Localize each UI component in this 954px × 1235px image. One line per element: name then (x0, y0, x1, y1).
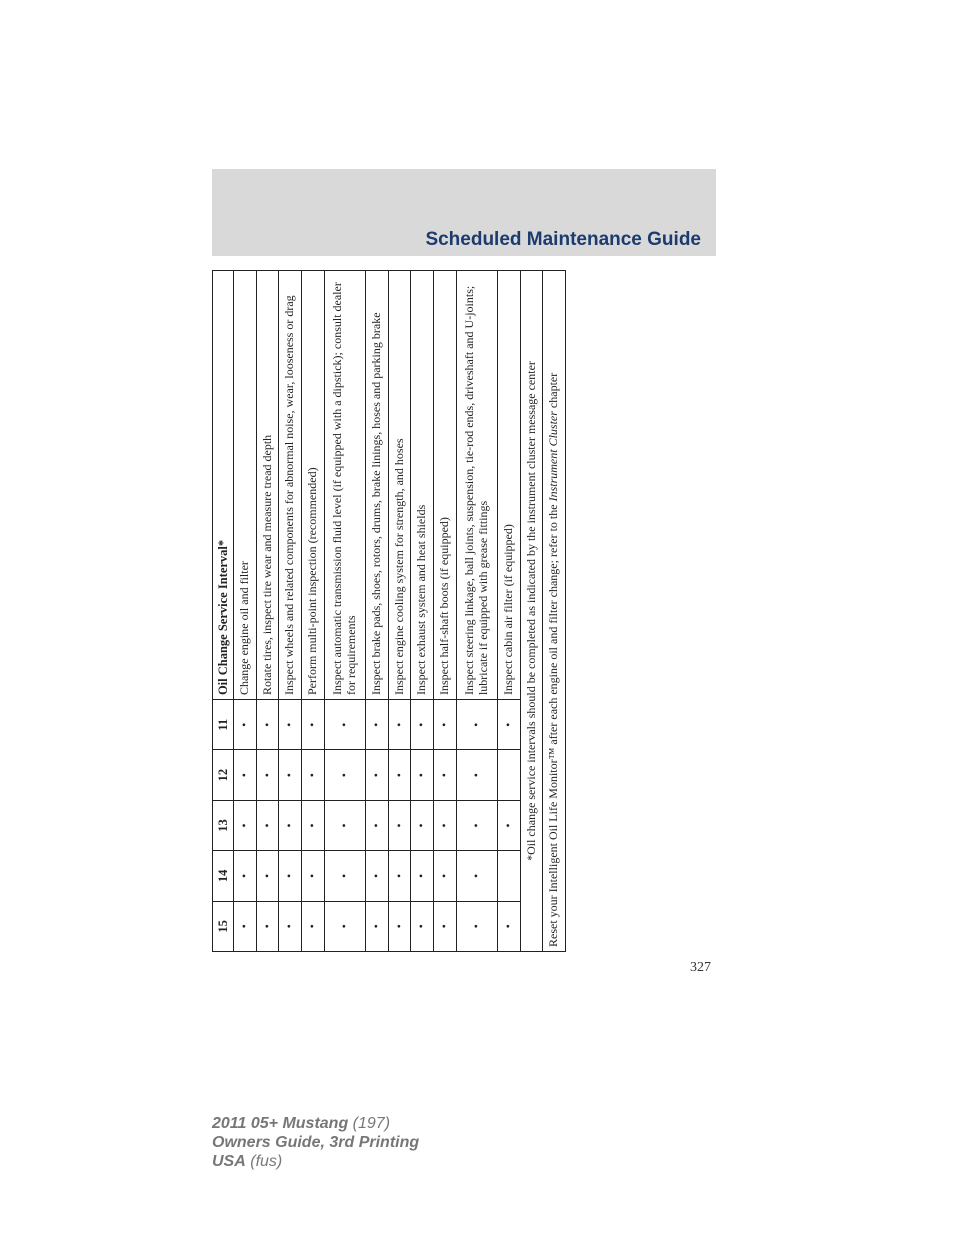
footer-line-1: 2011 05+ Mustang (197) (212, 1115, 391, 1132)
table-row (388, 271, 411, 952)
interval-mark: • (324, 700, 365, 750)
service-item-label: Inspect brake pads, shoes, rotors, drums, brake linings, hoses and parking brake (365, 271, 388, 700)
table-row (434, 271, 457, 952)
interval-mark: • (411, 700, 434, 750)
interval-header: 14 (213, 851, 234, 901)
maintenance-schedule-table (212, 270, 566, 952)
interval-mark: • (256, 901, 279, 951)
service-item-label: Perform multi-point inspection (recommended) (302, 271, 325, 700)
interval-mark: • (302, 851, 325, 901)
footer-line-2: Owners Guide, 3rd Printing (212, 1134, 420, 1151)
interval-mark: • (279, 700, 302, 750)
interval-mark: • (302, 700, 325, 750)
reset-note-suffix: chapter (546, 372, 561, 409)
reset-note-row (543, 271, 566, 952)
interval-mark: • (234, 901, 257, 951)
service-item-label: Change engine oil and filter (234, 271, 257, 700)
interval-mark: • (434, 901, 457, 951)
interval-mark: • (497, 700, 520, 750)
service-item-label: Inspect exhaust system and heat shields (411, 271, 434, 700)
interval-mark: • (302, 901, 325, 951)
interval-mark: • (256, 800, 279, 850)
interval-mark: • (434, 800, 457, 850)
table-header-row (213, 271, 234, 952)
interval-mark: • (497, 800, 520, 850)
reset-note-chapter: Instrument Cluster (546, 411, 561, 502)
table-row (411, 271, 434, 952)
page-number: 327 (690, 960, 711, 975)
interval-mark: • (234, 800, 257, 850)
footnote-row (520, 271, 543, 952)
interval-header: 12 (213, 750, 234, 800)
table-row (497, 271, 520, 952)
interval-mark: • (388, 851, 411, 901)
table-row (302, 271, 325, 952)
service-item-label: Inspect half-shaft boots (if equipped) (434, 271, 457, 700)
footer-line-3: USA (fus) (212, 1153, 283, 1170)
interval-mark: • (302, 750, 325, 800)
interval-mark (497, 750, 520, 800)
table-row (279, 271, 302, 952)
document-footer (212, 1114, 419, 1171)
interval-header: 11 (213, 700, 234, 750)
interval-header: 13 (213, 800, 234, 850)
interval-mark: • (279, 800, 302, 850)
interval-mark: • (279, 851, 302, 901)
maintenance-table-container (212, 270, 566, 952)
interval-mark (497, 851, 520, 901)
interval-mark: • (388, 800, 411, 850)
interval-mark: • (234, 851, 257, 901)
interval-mark: • (434, 851, 457, 901)
interval-mark: • (434, 700, 457, 750)
service-item-label: Rotate tires, inspect tire wear and measure tread depth (256, 271, 279, 700)
section-header-band (212, 169, 716, 256)
rotated-table (212, 270, 566, 952)
interval-mark: • (365, 700, 388, 750)
interval-mark: • (234, 700, 257, 750)
interval-mark: • (302, 800, 325, 850)
service-item-label: Inspect cabin air filter (if equipped) (497, 271, 520, 700)
interval-mark: • (365, 800, 388, 850)
footnote-text: *Oil change service intervals should be completed as indicated by the instrument cluster message center (520, 271, 543, 952)
interval-mark: • (256, 851, 279, 901)
table-row (365, 271, 388, 952)
interval-mark: • (456, 700, 497, 750)
table-row (256, 271, 279, 952)
interval-mark: • (256, 700, 279, 750)
reset-note-cell (543, 271, 566, 952)
table-body (213, 271, 566, 952)
interval-mark: • (456, 750, 497, 800)
interval-mark: • (388, 700, 411, 750)
interval-mark: • (256, 750, 279, 800)
table-row (324, 271, 365, 952)
interval-mark: • (411, 851, 434, 901)
interval-mark: • (324, 901, 365, 951)
service-item-label: Inspect steering linkage, ball joints, suspension, tie-rod ends, driveshaft and U-joints; lubricate if equipped with grease fittings (456, 271, 497, 700)
interval-mark: • (324, 851, 365, 901)
interval-mark: • (234, 750, 257, 800)
reset-note-text: Reset your Intelligent Oil Life Monitor™ after each engine oil and filter change; refer to the (546, 504, 561, 947)
interval-mark: • (279, 750, 302, 800)
interval-mark: • (411, 901, 434, 951)
table-heading: Oil Change Service Interval* (213, 271, 234, 700)
interval-mark: • (411, 800, 434, 850)
service-item-label: Inspect engine cooling system for strength, and hoses (388, 271, 411, 700)
service-item-label: Inspect automatic transmission fluid level (if equipped with a dipstick); consult dealer for requirements (324, 271, 365, 700)
interval-mark: • (365, 750, 388, 800)
interval-mark: • (411, 750, 434, 800)
interval-mark: • (456, 851, 497, 901)
interval-mark: • (279, 901, 302, 951)
interval-mark: • (456, 800, 497, 850)
interval-mark: • (388, 901, 411, 951)
section-title: Scheduled Maintenance Guide (425, 229, 701, 250)
interval-mark: • (456, 901, 497, 951)
interval-mark: • (324, 800, 365, 850)
interval-mark: • (365, 851, 388, 901)
interval-mark: • (365, 901, 388, 951)
interval-mark: • (497, 901, 520, 951)
interval-mark: • (434, 750, 457, 800)
table-row (234, 271, 257, 952)
service-item-label: Inspect wheels and related components for abnormal noise, wear, looseness or drag (279, 271, 302, 700)
table-row (456, 271, 497, 952)
interval-mark: • (388, 750, 411, 800)
interval-header: 15 (213, 901, 234, 951)
interval-mark: • (324, 750, 365, 800)
